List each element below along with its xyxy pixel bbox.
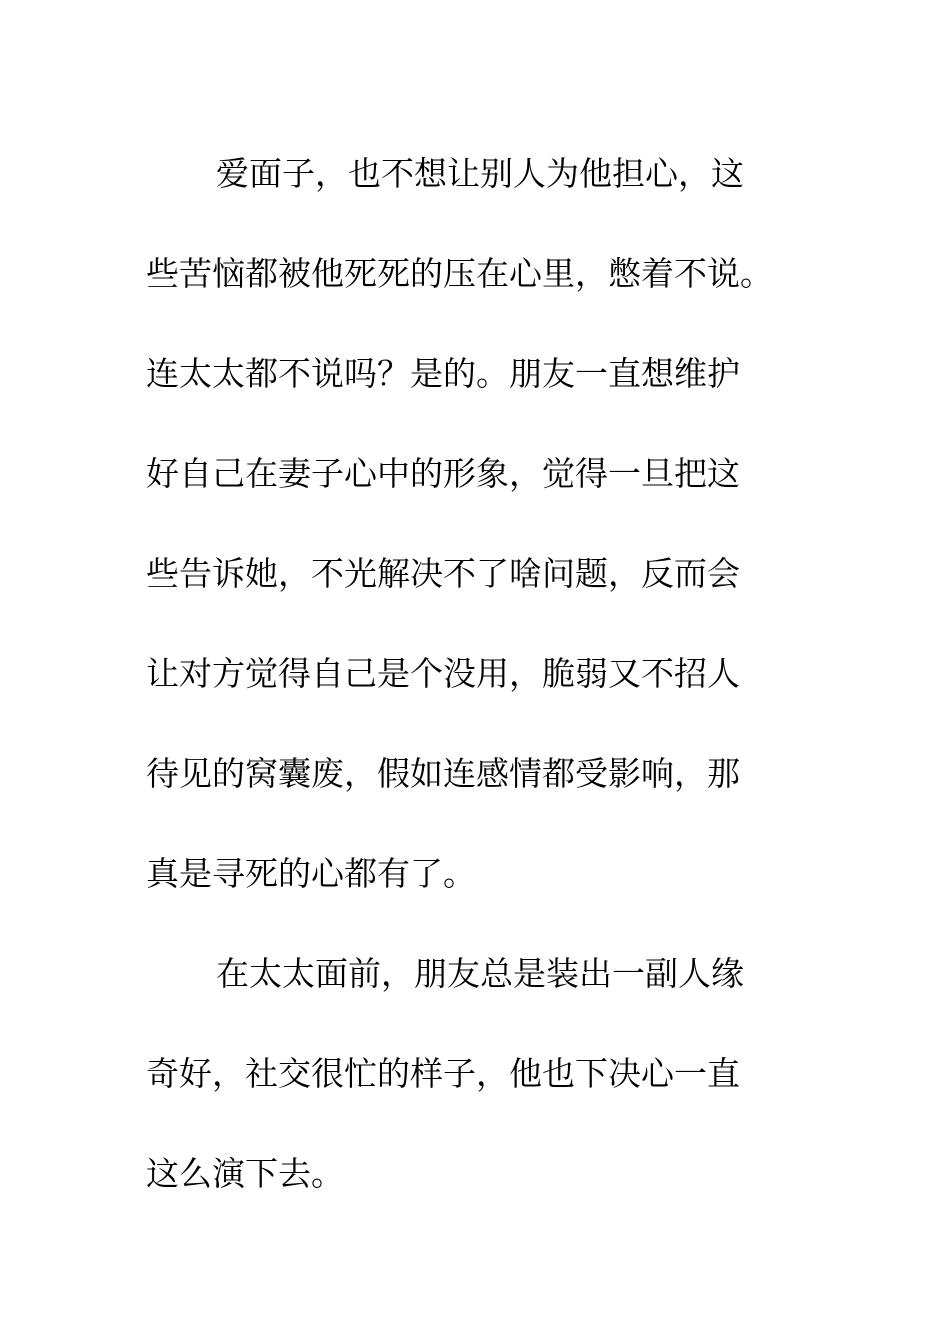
text-line: 让对方觉得自己是个没用，脆弱又不招人 [146,654,740,693]
text-line: 在太太面前，朋友总是装出一副人缘 [216,954,744,993]
text-line: 待见的窝囊废，假如连感情都受影响，那 [146,754,740,793]
text-line: 真是寻死的心都有了。 [146,854,476,893]
text-line: 连太太都不说吗？是的。朋友一直想维护 [146,354,740,393]
body-text [146,124,806,1224]
text-line: 些苦恼都被他死死的压在心里，憋着不说。 [146,254,773,293]
text-line: 些告诉她，不光解决不了啥问题，反而会 [146,554,740,593]
text-line: 这么演下去。 [146,1154,344,1193]
text-line: 好自己在妻子心中的形象，觉得一旦把这 [146,454,740,493]
text-line: 爱面子，也不想让别人为他担心，这 [216,154,744,193]
text-line: 奇好，社交很忙的样子，他也下决心一直 [146,1054,740,1093]
